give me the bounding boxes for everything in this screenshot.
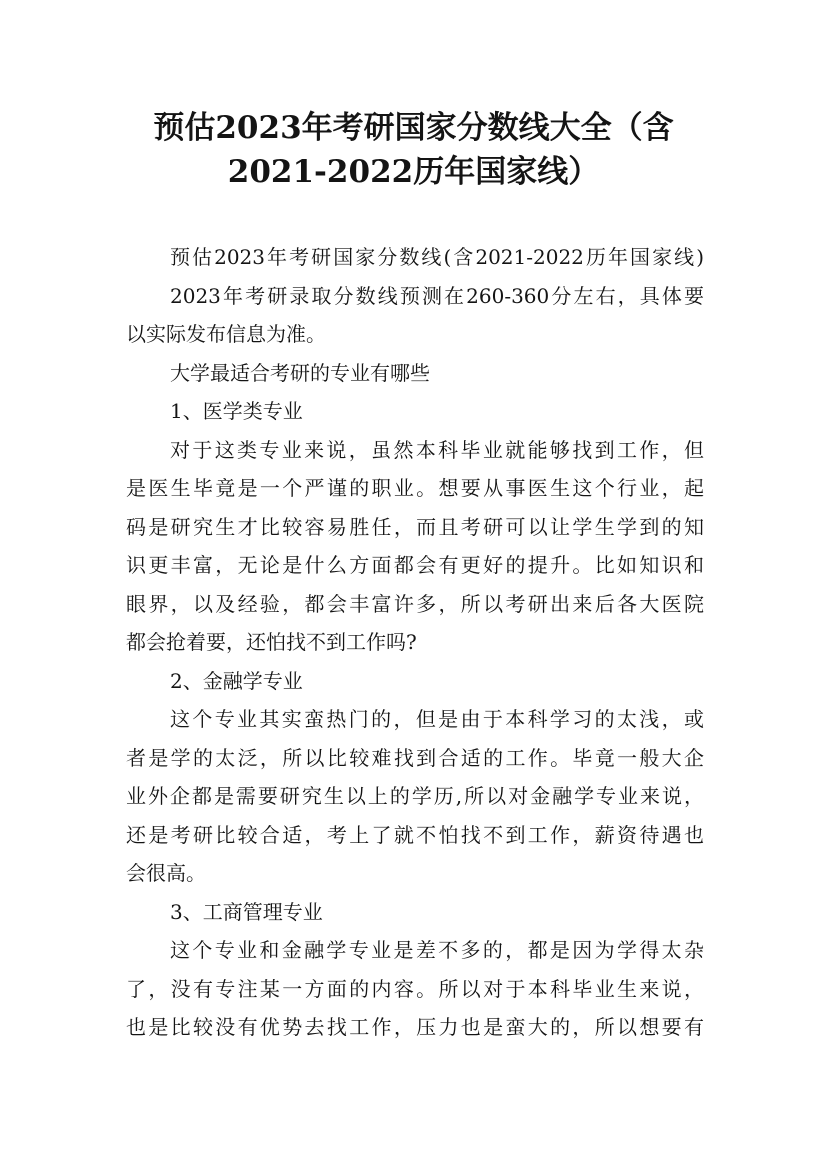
- body-line: 码是研究生才比较容易胜任，而且考研可以让学生学到的知: [126, 514, 704, 539]
- section-heading: 3、工商管理专业: [170, 899, 323, 924]
- body-line: 这个专业和金融学专业是差不多的，都是因为学得太杂: [170, 938, 704, 962]
- body-line: 了，没有专注某一方面的内容。所以对于本科毕业生来说，: [126, 976, 704, 1001]
- body-line: 预估2023年考研国家分数线(含2021-2022历年国家线): [170, 245, 704, 269]
- section-heading: 大学最适合考研的专业有哪些: [170, 360, 430, 385]
- section-heading: 1、医学类专业: [170, 399, 303, 423]
- body-line: 还是考研比较合适，考上了就不怕找不到工作，薪资待遇也: [126, 822, 704, 847]
- document-title-line-1: 预估2023年考研国家分数线大全（含: [153, 110, 674, 146]
- body-line: 业外企都是需要研究生以上的学历,所以对金融学专业来说，: [126, 784, 704, 808]
- section-heading: 2、金融学专业: [170, 668, 303, 693]
- body-line: 识更丰富，无论是什么方面都会有更好的提升。比如知识和: [126, 553, 704, 577]
- body-line: 会很高。: [126, 861, 206, 885]
- body-line: 2023年考研录取分数线预测在260-360分左右，具体要: [170, 283, 704, 308]
- body-line: 眼界，以及经验，都会丰富许多，所以考研出来后各大医院: [126, 591, 704, 616]
- body-line: 以实际发布信息为准。: [126, 322, 326, 346]
- body-line: 也是比较没有优势去找工作，压力也是蛮大的，所以想要有: [126, 1015, 704, 1039]
- body-line: 这个专业其实蛮热门的，但是由于本科学习的太浅，或: [170, 707, 704, 731]
- body-line: 都会抢着要，还怕找不到工作吗?: [126, 630, 417, 654]
- document-title-line-2: 2021-2022历年国家线）: [227, 154, 600, 190]
- document-body: [126, 238, 704, 1047]
- body-line: 者是学的太泛，所以比较难找到合适的工作。毕竟一般大企: [126, 745, 704, 770]
- body-line: 是医生毕竟是一个严谨的职业。想要从事医生这个行业，起: [126, 476, 704, 500]
- body-line: 对于这类专业来说，虽然本科毕业就能够找到工作，但: [170, 437, 704, 462]
